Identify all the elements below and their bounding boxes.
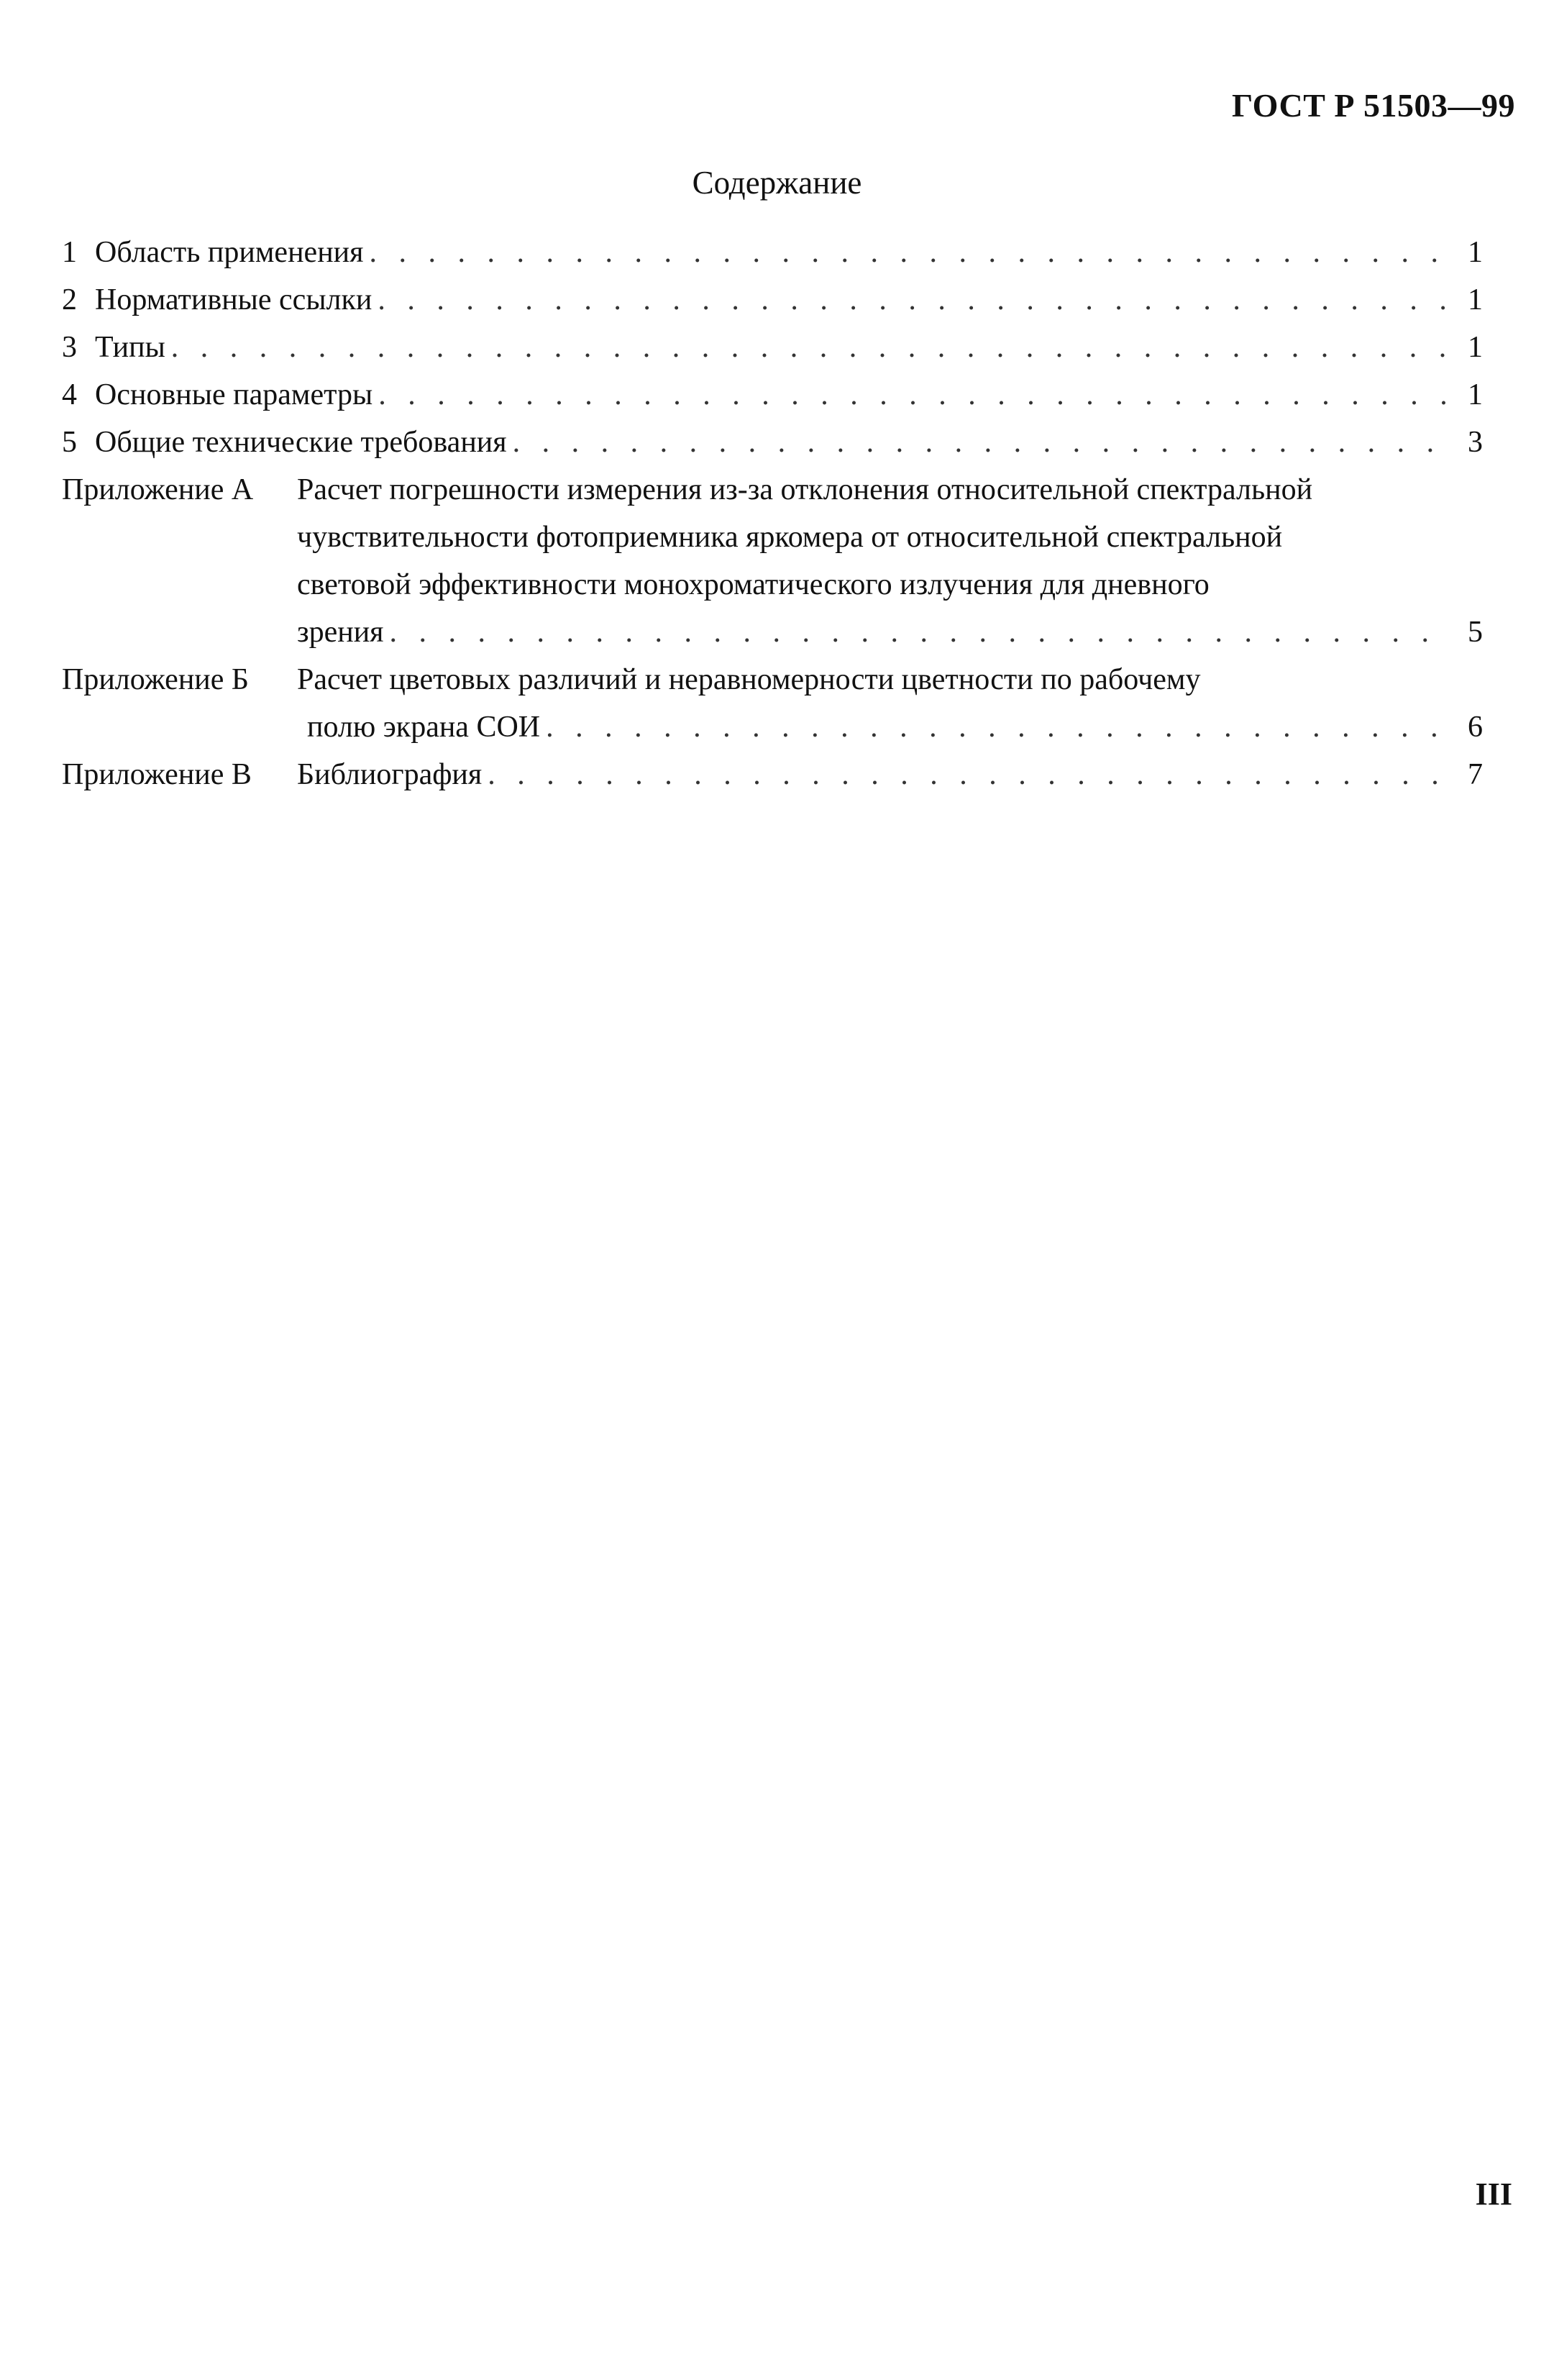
toc-entry-1[interactable] <box>62 229 1483 276</box>
toc-entry-page: 1 <box>1468 236 1483 269</box>
annex-page: 7 <box>1468 758 1483 791</box>
dot-leader <box>513 419 1453 466</box>
toc-entry-title: Общие технические требования <box>95 426 507 459</box>
table-of-contents <box>62 229 1483 798</box>
toc-title: Содержание <box>692 165 862 201</box>
toc-entry-number: 5 <box>62 426 77 459</box>
dot-leader <box>390 608 1453 656</box>
toc-annex-b[interactable] <box>62 656 1483 751</box>
dot-leader <box>546 703 1453 751</box>
annex-title-line: Расчет цветовых различий и неравномерности цветности по рабочему <box>297 663 1201 696</box>
toc-entry-page: 1 <box>1468 378 1483 411</box>
annex-page: 6 <box>1468 711 1483 744</box>
toc-entry-page: 1 <box>1468 283 1483 316</box>
dot-leader <box>488 751 1453 798</box>
toc-entry-number: 4 <box>62 378 77 411</box>
toc-entry-5[interactable] <box>62 419 1483 466</box>
dot-leader <box>378 371 1453 419</box>
dot-leader <box>369 229 1453 276</box>
toc-entry-2[interactable] <box>62 276 1483 324</box>
annex-title-line: Библиография <box>297 758 483 791</box>
dot-leader <box>378 276 1453 324</box>
toc-entry-title: Нормативные ссылки <box>95 283 372 316</box>
toc-entry-4[interactable] <box>62 371 1483 419</box>
annex-label: Приложение А <box>62 473 254 506</box>
toc-entry-page: 1 <box>1468 331 1483 364</box>
annex-label: Приложение Б <box>62 663 250 696</box>
toc-annex-c[interactable] <box>62 751 1483 798</box>
annex-title-line: Расчет погрешности измерения из-за отклонения относительной спектральной <box>297 473 1313 506</box>
page-number: III <box>1475 2176 1512 2212</box>
toc-entry-title: Типы <box>95 331 165 364</box>
toc-entry-number: 3 <box>62 331 77 364</box>
annex-title-line: световой эффективности монохроматического излучения для дневного <box>297 568 1210 601</box>
annex-title-line: полю экрана СОИ <box>307 711 541 744</box>
toc-entry-page: 3 <box>1468 426 1483 459</box>
toc-entry-title: Область применения <box>95 236 364 269</box>
toc-entry-number: 1 <box>62 236 77 269</box>
dot-leader <box>171 324 1453 371</box>
toc-entry-title: Основные параметры <box>95 378 373 411</box>
annex-label: Приложение В <box>62 758 252 791</box>
toc-entry-3[interactable] <box>62 324 1483 371</box>
annex-title-line: чувствительности фотоприемника яркомера от относительной спектральной <box>297 521 1283 554</box>
toc-annex-a[interactable] <box>62 466 1483 656</box>
annex-title-line: зрения <box>297 616 384 649</box>
toc-entry-number: 2 <box>62 283 77 316</box>
annex-page: 5 <box>1468 616 1483 649</box>
document-code: ГОСТ Р 51503—99 <box>1232 87 1515 124</box>
